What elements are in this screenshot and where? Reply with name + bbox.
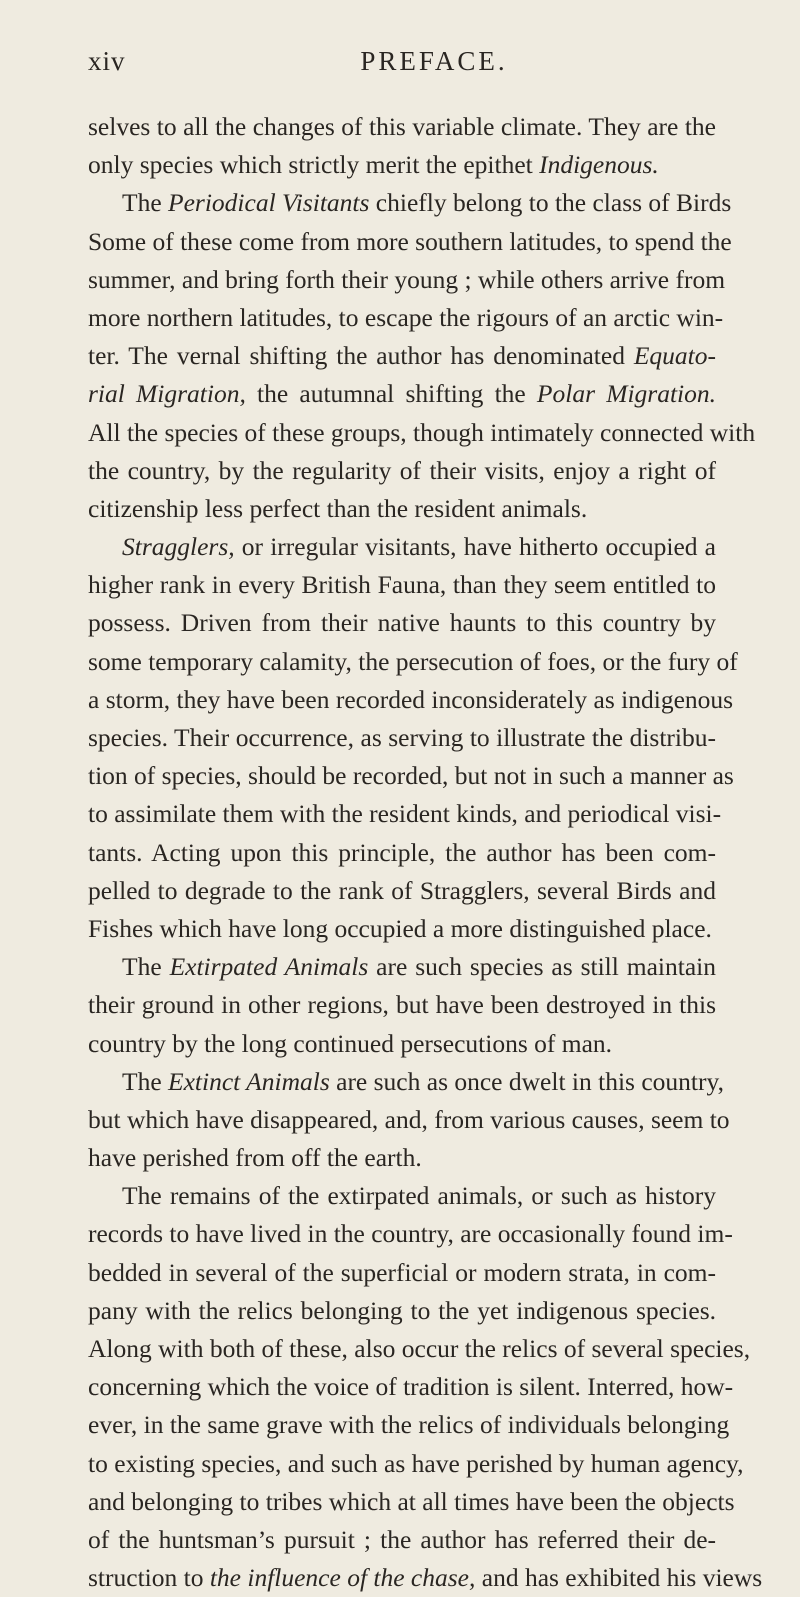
running-head: [88, 46, 720, 86]
text-segment: The: [122, 952, 170, 982]
text-line: [88, 1330, 751, 1368]
text-segment: more northern latitudes, to escape the rigours of an arctic win-: [88, 302, 724, 332]
text-line: [88, 872, 716, 910]
text-line: [88, 910, 716, 948]
text-segment: to assimilate them with the resident kinds, and periodical visi-: [88, 799, 722, 829]
italic-text: the influence of the chase,: [209, 1563, 476, 1593]
text-segment: Fishes which have long occupied a more distinguished place.: [88, 913, 712, 943]
text-line: [88, 1215, 733, 1253]
text-segment: concerning which the voice of tradition is silent. Interred, how-: [88, 1372, 734, 1402]
text-segment: some temporary calamity, the persecution of foes, or the fury of: [88, 646, 738, 676]
text-line: [88, 1406, 730, 1444]
text-line: [88, 566, 716, 604]
text-segment: ever, in the same grave with the relics of individuals belonging: [88, 1410, 730, 1440]
text-segment: summer, and bring forth their young ; while others arrive from: [88, 264, 726, 294]
text-segment: and has exhibited his views: [475, 1563, 763, 1593]
text-line: [88, 1292, 716, 1330]
text-line: [88, 108, 716, 146]
text-line: [88, 1177, 716, 1215]
text-segment: have perished from off the earth.: [88, 1143, 422, 1173]
text-line: [88, 1483, 735, 1521]
text-line: [88, 1445, 744, 1483]
text-line: [88, 643, 738, 681]
text-segment: Along with both of these, also occur the relics of several species,: [88, 1334, 751, 1363]
text-segment: Some of these come from more southern latitudes, to spend the: [88, 226, 732, 256]
text-segment: are such as once dwelt in this country,: [329, 1066, 724, 1096]
text-line: [88, 719, 716, 757]
text-segment: chiefly belong to the class of Birds: [369, 188, 732, 218]
text-line: [88, 1559, 763, 1597]
text-segment: the country, by the regularity of their visits, enjoy a right of: [88, 455, 716, 485]
text-segment: tants. Acting upon this principle, the author has been com-: [88, 837, 716, 867]
italic-text: rial Migration,: [88, 379, 246, 409]
text-segment: The: [122, 188, 169, 218]
text-segment: pelled to degrade to the rank of Stragglers, several Birds and: [88, 875, 716, 905]
italic-text: Stragglers,: [122, 532, 235, 562]
italic-text: Equato-: [633, 341, 716, 371]
text-line: [88, 604, 716, 642]
text-segment: country by the long continued persecutions of man.: [88, 1028, 613, 1058]
body-text: [88, 108, 763, 1597]
text-segment: the autumnal shifting the: [245, 379, 537, 409]
text-segment: species. Their occurrence, as serving to illustrate the distribu-: [88, 723, 716, 752]
text-segment: selves to all the changes of this variable climate. They are the: [88, 112, 716, 141]
text-line: [88, 337, 716, 375]
text-segment: only species which strictly merit the epithet: [88, 150, 540, 180]
text-segment: possess. Driven from their native haunts to this country by: [88, 608, 716, 638]
text-line: [88, 223, 732, 261]
text-line: [88, 834, 716, 872]
text-line: [88, 1254, 716, 1292]
text-segment: are such species as still maintain: [368, 952, 716, 982]
text-line: [88, 146, 716, 184]
italic-text: Extinct Animals: [168, 1066, 330, 1096]
text-segment: of the huntsman’s pursuit ; the author has referred their de-: [88, 1524, 716, 1554]
text-line: [88, 1521, 716, 1559]
text-segment: ter. The vernal shifting the author has denominated: [88, 341, 634, 371]
text-segment: records to have lived in the country, are occasionally found im-: [88, 1219, 733, 1249]
text-line: [88, 681, 734, 719]
text-segment: The remains of the extirpated animals, or such as history: [122, 1181, 716, 1211]
text-line: [88, 1139, 716, 1177]
text-line: [88, 375, 716, 413]
text-line: [88, 528, 716, 566]
text-segment: and belonging to tribes which at all times have been the objects: [88, 1486, 735, 1516]
text-line: [88, 1101, 730, 1139]
text-line: [88, 490, 716, 528]
text-segment: their ground in other regions, but have been destroyed in this: [88, 990, 716, 1020]
running-head-title: PREFACE.: [360, 46, 508, 76]
text-line: [88, 948, 716, 986]
text-line: [88, 1368, 734, 1406]
text-line: [88, 414, 756, 452]
italic-text: Periodical Visitants: [168, 188, 370, 218]
text-line: [88, 1063, 724, 1101]
text-segment: The: [122, 1066, 169, 1096]
text-line: [88, 1025, 716, 1063]
text-line: [88, 184, 732, 222]
text-segment: but which have disappeared, and, from various causes, seem to: [88, 1104, 730, 1134]
italic-text: Indigenous.: [539, 150, 659, 180]
text-line: [88, 299, 724, 337]
italic-text: Extirpated Animals: [169, 952, 369, 982]
text-line: [88, 795, 722, 833]
italic-text: Polar Migration.: [536, 379, 716, 409]
text-segment: tion of species, should be recorded, but not in such a manner as: [88, 761, 734, 791]
text-segment: to existing species, and such as have perished by human agency,: [88, 1448, 744, 1478]
text-line: [88, 452, 716, 490]
text-segment: citizenship less perfect than the resident animals.: [88, 493, 588, 523]
text-segment: a storm, they have been recorded inconsiderately as indigenous: [88, 684, 734, 714]
text-segment: struction to: [88, 1563, 210, 1593]
text-segment: or irregular visitants, have hitherto occupied a: [234, 532, 716, 562]
text-line: [88, 757, 734, 795]
text-line: [88, 261, 726, 299]
text-segment: pany with the relics belonging to the yet indigenous species.: [88, 1295, 716, 1325]
text-segment: higher rank in every British Fauna, than they seem entitled to: [88, 570, 716, 600]
text-segment: All the species of these groups, though intimately connected with: [88, 417, 756, 447]
text-line: [88, 986, 716, 1024]
text-segment: bedded in several of the superficial or modern strata, in com-: [88, 1257, 716, 1287]
page-number: xiv: [88, 46, 126, 76]
